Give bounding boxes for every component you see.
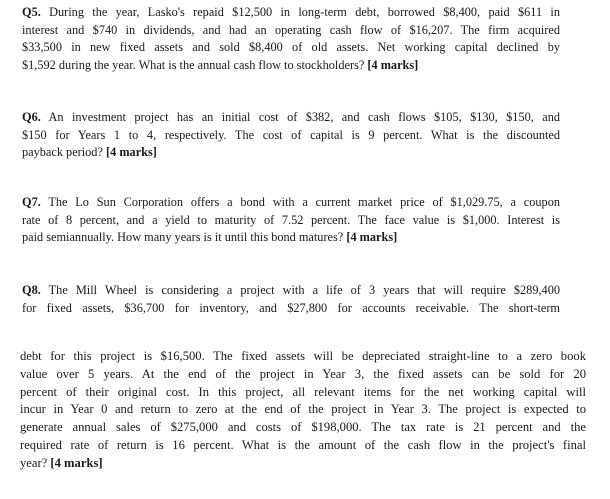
continuation-line-1: debt for this project is $16,500. The fixed assets will be depreciated straight-line to a zero book: [20, 349, 586, 363]
continuation-line-6: required rate of return is 16 percent. What is the amount of the cash flow in the project's final: [20, 437, 586, 452]
question-6-line-3: payback period? [4 marks]: [22, 145, 157, 160]
continuation-line-2: value over 5 years. At the end of the project in Year 3, the fixed assets can be sold for 20: [20, 366, 586, 381]
question-5-number: Q5.: [22, 5, 41, 19]
question-8-line-1: Q8. The Mill Wheel is considering a project with a life of 3 years that will require $289,400: [22, 283, 560, 297]
question-7-marks: [4 marks]: [346, 230, 398, 245]
continuation-line-3: percent of their original cost. In this project, all relevant items for the net working capital will: [20, 384, 586, 399]
question-8-marks: [4 marks]: [50, 455, 103, 470]
question-6-line-2: $150 for Years 1 to 4, respectively. The cost of capital is 9 percent. What is the discounted: [22, 127, 560, 142]
question-8: [22, 282, 560, 317]
question-6-line-1: Q6. An investment project has an initial cost of $382, and cash flows $105, $130, $150, and: [22, 110, 560, 124]
question-5-line-4: $1,592 during the year. What is the annual cash flow to stockholders? [4 marks]: [22, 57, 419, 72]
continuation-line-7: year? [4 marks]: [20, 455, 103, 470]
question-7-line-3: paid semiannually. How many years is it until this bond matures? [4 marks]: [22, 230, 398, 245]
question-7-line-1: Q7. The Lo Sun Corporation offers a bond with a current market price of $1,029.75, a coupon: [22, 195, 560, 209]
question-7: [22, 194, 560, 247]
question-5-line-3: $33,500 in new fixed assets and sold $8,400 of old assets. Net working capital declined by: [22, 40, 560, 55]
question-7-line-2: rate of 8 percent, and a yield to maturity of 7.52 percent. The face value is $1,000. Interest is: [22, 212, 560, 227]
question-8-continuation: [20, 348, 586, 473]
question-6-number: Q6.: [22, 110, 41, 124]
question-5: [22, 4, 560, 74]
question-5-line-2: interest and $740 in dividends, and had an operating cash flow of $16,207. The firm acquired: [22, 22, 560, 37]
question-6-marks: [4 marks]: [106, 145, 157, 160]
question-6: [22, 109, 560, 162]
question-8-line-2: for fixed assets, $36,700 for inventory, and $27,800 for accounts receivable. The short-term: [22, 300, 560, 315]
question-5-line-1: Q5. During the year, Lasko's repaid $12,500 in long-term debt, borrowed $8,400, paid $611 in: [22, 5, 560, 19]
continuation-line-4: incur in Year 0 and return to zero at the end of the project in Year 3. The project is expected to: [20, 402, 586, 417]
continuation-line-5: generate annual sales of $275,000 and costs of $198,000. The tax rate is 21 percent and the: [20, 420, 586, 435]
question-7-number: Q7.: [22, 195, 41, 209]
question-5-marks: [4 marks]: [367, 57, 419, 72]
question-8-number: Q8.: [22, 283, 41, 297]
